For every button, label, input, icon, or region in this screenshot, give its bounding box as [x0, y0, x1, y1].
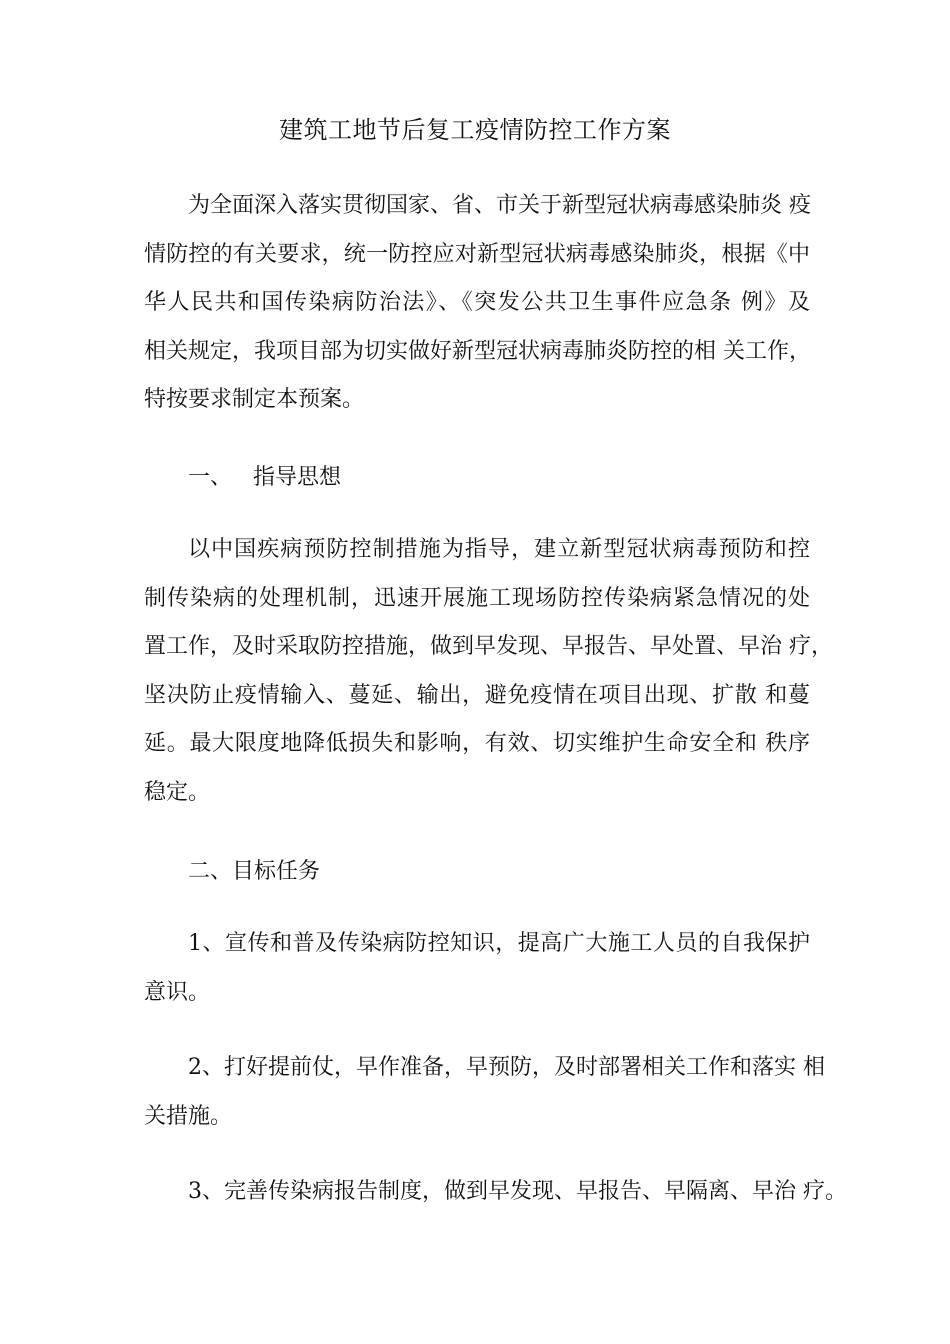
goal-item-line: [144, 1168, 847, 1217]
section1-line: 稳定。: [144, 779, 211, 805]
section-heading-goals: 二、目标任务: [188, 859, 321, 884]
goal-item-text: 、完善传染病报告制度，做到早发现、早报告、早隔离、早治 疗。: [202, 1179, 847, 1204]
section1-line: 延。最大限度地降低损失和影响，有效、切实维护生命安全和 秩序: [144, 731, 810, 756]
intro-line: 华人民共和国传染病防治法》、《突发公共卫生事件应急条 例》及: [144, 290, 810, 315]
section1-line: 置工作，及时采取防控措施，做到早发现、早报告、早处置、早治 疗，: [144, 634, 833, 659]
section1-line: 制传染病的处理机制，迅速开展施工现场防控传染病紧急情况的处: [144, 585, 810, 611]
goal-item-number: 3: [188, 1179, 202, 1204]
goal-item-text: 、打好提前仗，早作准备，早预防，及时部署相关工作和落实 相: [202, 1055, 825, 1080]
section1-paragraph: [144, 526, 833, 817]
goal-item-line: [144, 1044, 825, 1093]
section-heading-guiding-ideology: 一、 指导思想: [188, 465, 341, 490]
goal-item-text: 、宣传和普及传染病防控知识，提高广大施工人员的自我保护: [202, 931, 810, 956]
intro-paragraph: [144, 182, 810, 425]
intro-line: 相关规定，我项目部为切实做好新型冠状病毒肺炎防控的相 关工作，: [144, 338, 811, 364]
goal-item-number: 2: [188, 1055, 202, 1080]
section1-line: 坚决防止疫情输入、蔓延、输出，避免疫情在项目出现、扩散 和蔓: [144, 682, 810, 708]
intro-line: 特按要求制定本预案。: [144, 387, 365, 412]
goal-item-3: [144, 1168, 847, 1217]
goal-item-number: 1: [188, 931, 202, 956]
goal-item-1: [144, 920, 810, 1017]
section1-line: 以中国疾病预防控制措施为指导，建立新型冠状病毒预防和控: [188, 537, 810, 562]
intro-line: 情防控的有关要求，统一防控应对新型冠状病毒感染肺炎，根据《中: [144, 241, 810, 267]
goal-item-2: [144, 1044, 825, 1141]
goal-item-line: 意识。: [144, 979, 211, 1005]
document-title: 建筑工地节后复工疫情防控工作方案: [279, 116, 671, 144]
intro-line: 为全面深入落实贯彻国家、省、市关于新型冠状病毒感染肺炎 疫: [188, 193, 811, 218]
goal-item-line: [144, 920, 810, 969]
goal-item-line: 关措施。: [144, 1103, 233, 1129]
